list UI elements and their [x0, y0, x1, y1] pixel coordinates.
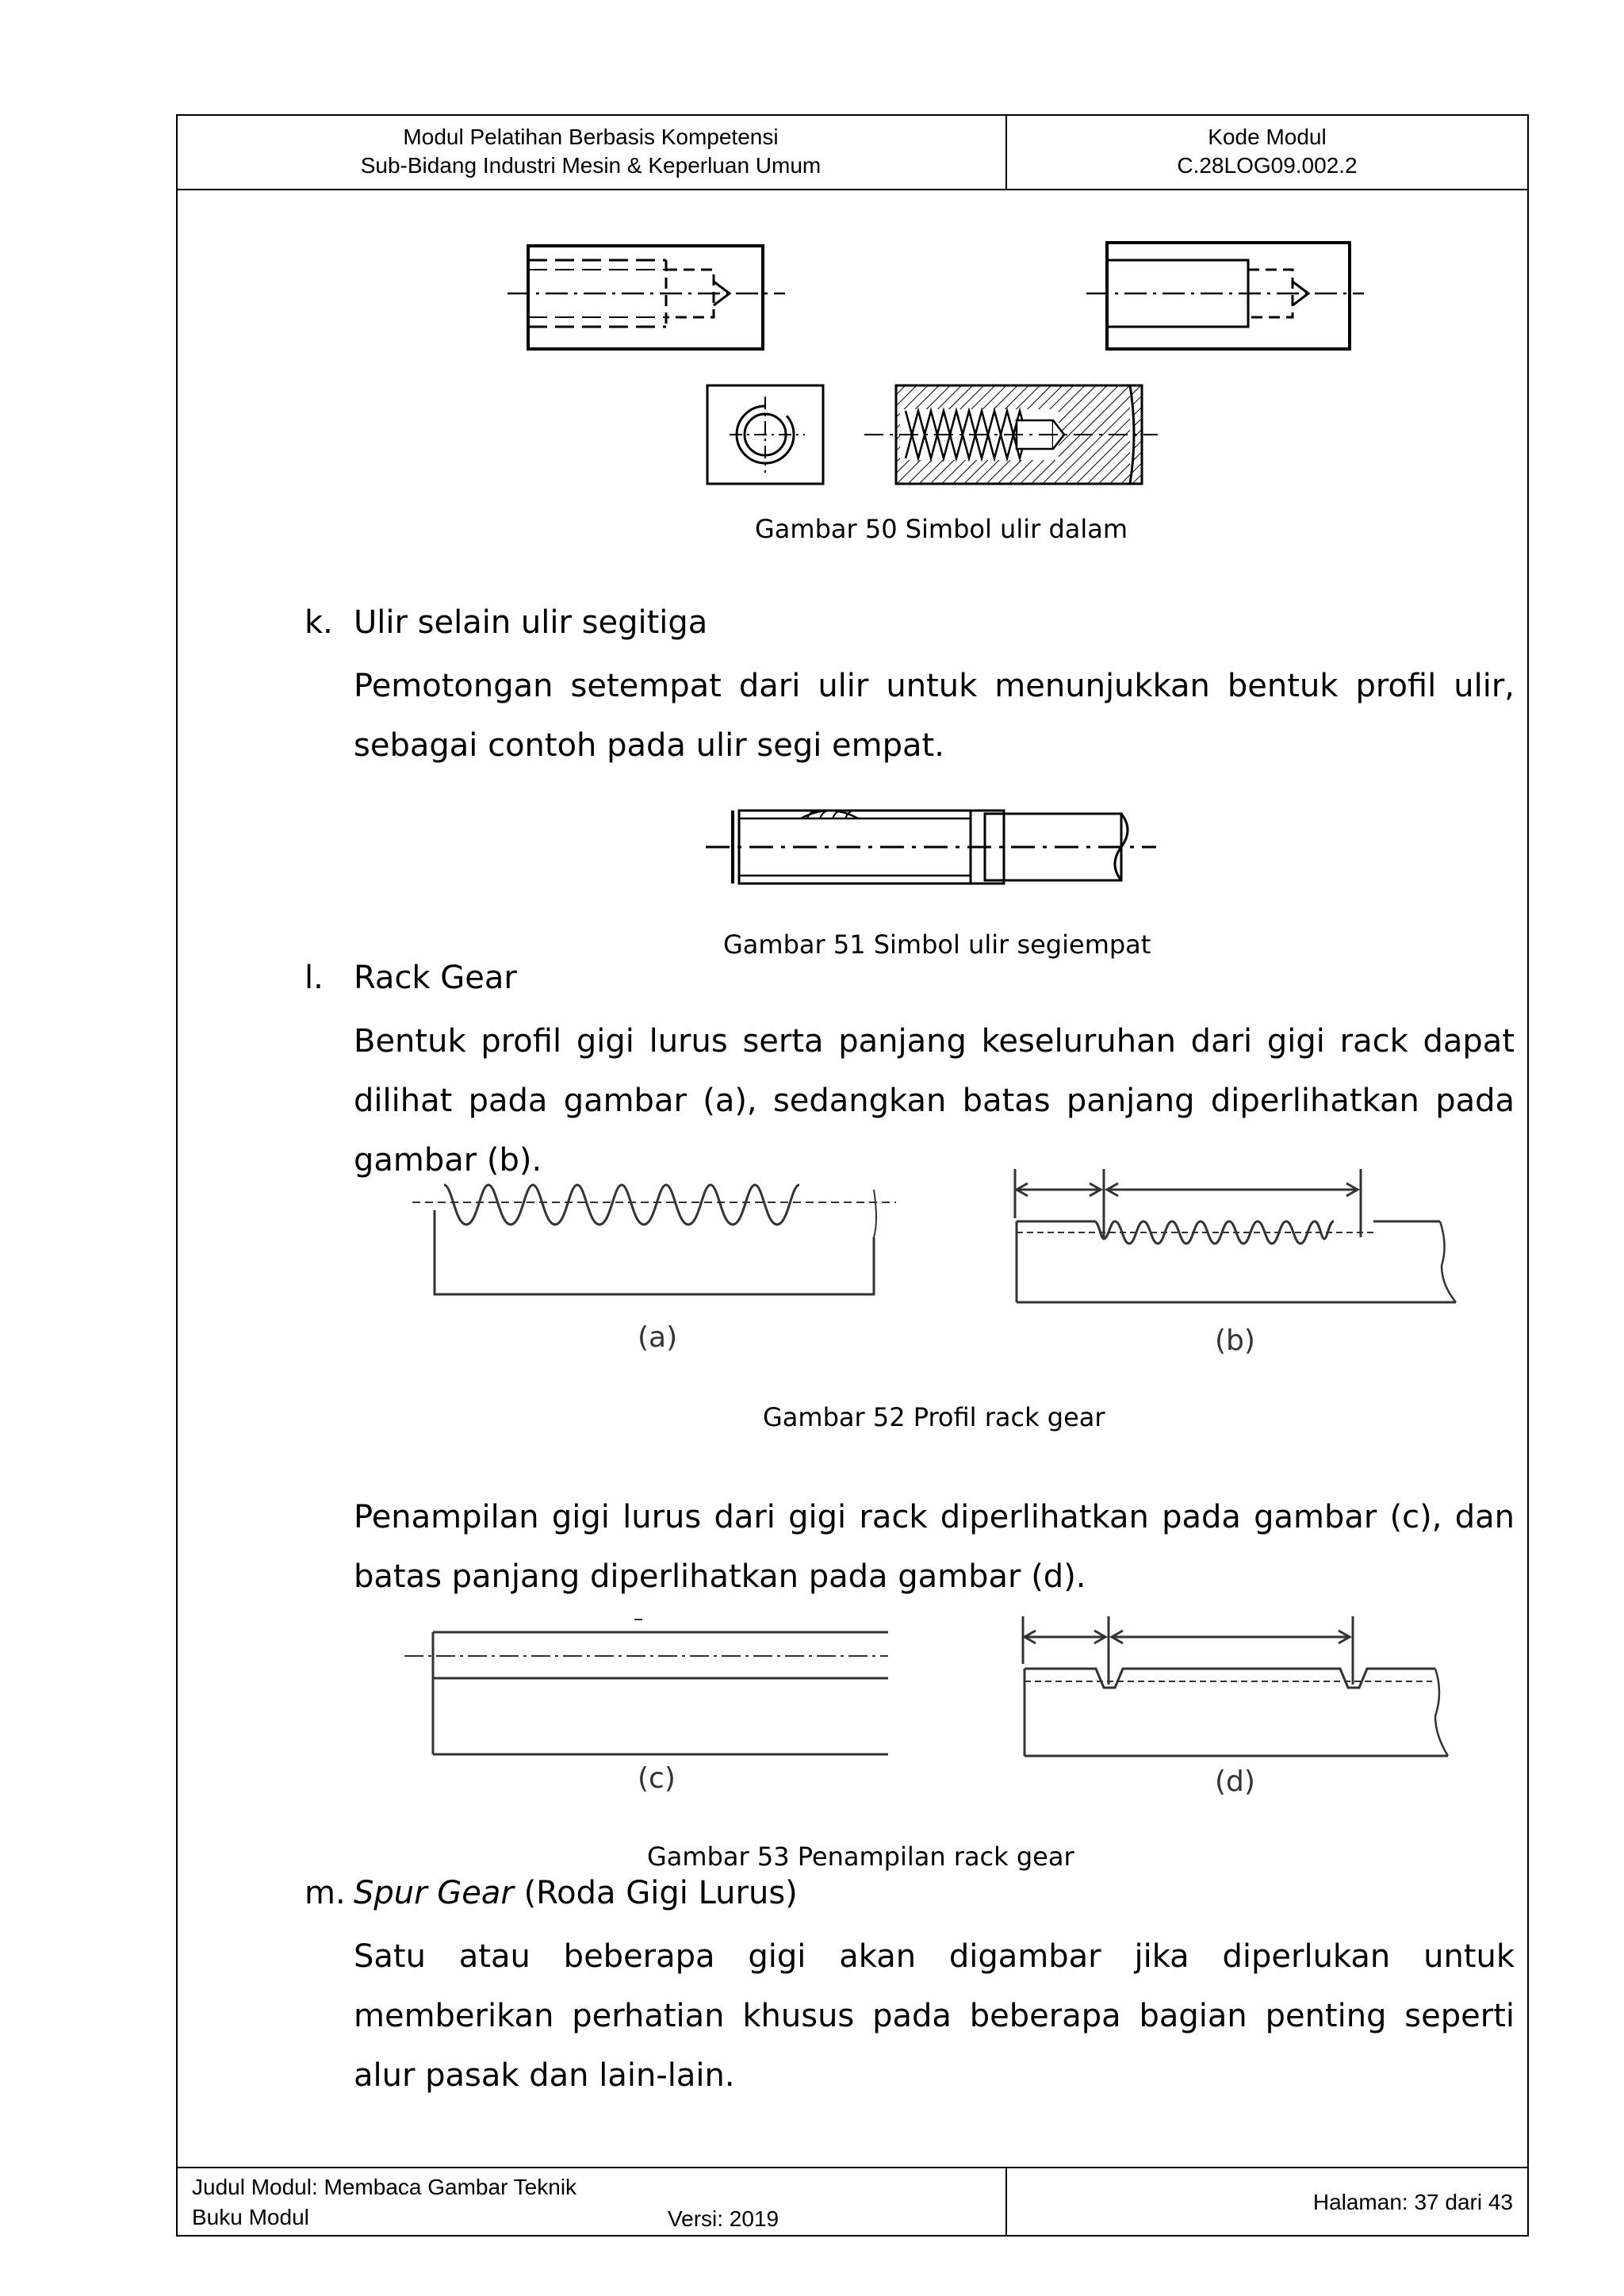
fig53-caption: Gambar 53 Penampilan rack gear — [647, 1842, 1074, 1872]
section-l-text: Bentuk profil gigi lurus serta panjang keseluruhan dari gigi rack dapat dilihat pada gambar (a), sedangkan batas panjang diperlihatkan pada gambar (b). — [354, 1023, 1515, 1179]
fig51-drawing — [706, 801, 1158, 896]
section-m-text: Satu atau beberapa gigi akan digambar jika diperlukan untuk memberikan perhatian khusus pada beberapa bagian penting seperti alur pasak dan lain-lain. — [354, 1938, 1515, 2094]
footer-book: Buku Modul — [192, 2205, 309, 2229]
section-k-title: Ulir selain ulir segitiga — [354, 604, 708, 641]
footer-page-info — [1007, 2168, 1527, 2237]
code-label: Kode Modul — [1208, 125, 1327, 149]
fig53c-drawing — [404, 1610, 896, 1769]
header-module-info — [176, 114, 1007, 189]
fig51-caption: Gambar 51 Simbol ulir segiempat — [723, 930, 1151, 960]
page-footer — [176, 2167, 1529, 2237]
fig50-drawing — [492, 238, 1364, 492]
footer-page: Halaman: 37 dari 43 — [1312, 2190, 1513, 2214]
footer-version: Versi: 2019 — [668, 2206, 779, 2231]
section-k-text: Pemotongan setempat dari ulir untuk menunjukkan bentuk profil ulir, sebagai contoh pada ulir segi empat. — [354, 668, 1515, 764]
para-cd-text: Penampilan gigi lurus dari gigi rack diperlihatkan pada gambar (c), dan batas panjang diperlihatkan pada gambar (d). — [354, 1499, 1515, 1595]
section-l-title: Rack Gear — [354, 960, 517, 996]
footer-title: Judul Modul: Membaca Gambar Teknik — [192, 2175, 577, 2199]
fig50-caption: Gambar 50 Simbol ulir dalam — [755, 514, 1128, 544]
fig53d-drawing — [1020, 1613, 1464, 1764]
fig52-label-b: (b) — [1215, 1324, 1255, 1357]
code-value: C.28LOG09.002.2 — [1177, 153, 1358, 178]
fig53-label-c: (c) — [638, 1762, 676, 1795]
fig52-label-a: (a) — [638, 1321, 678, 1354]
section-l-marker: l. — [304, 960, 324, 996]
section-m-marker: m. — [304, 1875, 346, 1911]
fig53-label-d: (d) — [1215, 1765, 1255, 1798]
header-module-code — [1007, 114, 1527, 189]
section-m-title-italic: Spur Gear — [354, 1875, 514, 1911]
fig52-caption: Gambar 52 Profil rack gear — [763, 1402, 1105, 1432]
section-m-title-rest: (Roda Gigi Lurus) — [513, 1875, 798, 1911]
section-k-marker: k. — [304, 604, 333, 641]
fig52b-drawing — [1012, 1161, 1472, 1320]
section-m-title — [354, 1875, 798, 1911]
header-line2: Sub-Bidang Industri Mesin & Keperluan Umum — [360, 153, 822, 178]
fig52a-drawing — [412, 1166, 904, 1309]
header-line1: Modul Pelatihan Berbasis Kompetensi — [403, 125, 779, 149]
footer-module-info — [176, 2168, 1007, 2237]
page-header — [176, 114, 1529, 190]
